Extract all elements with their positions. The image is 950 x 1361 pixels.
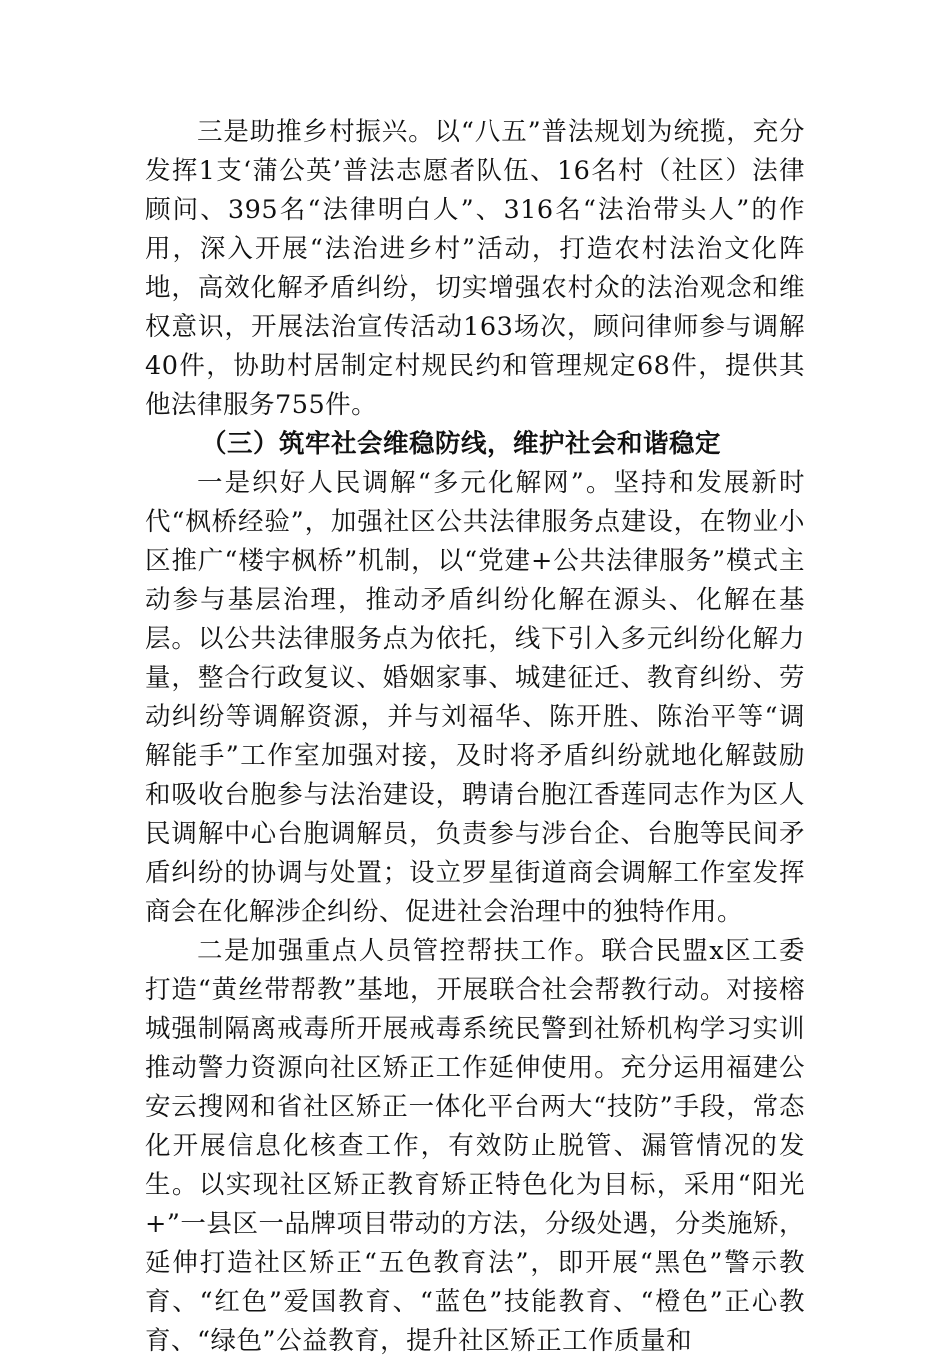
paragraph-rural-revitalization: 三是助推乡村振兴。以“八五”普法规划为统揽，充分发挥1支‘蒲公英’普法志愿者队伍、16名村（社区）法律顾问、395名“法律明白人”、316名“法治带头人”的作用，深入开展“法治进乡村”活动，打造农村法治文化阵地，高效化解矛盾纠纷，切实增强农村众的法治观念和维权意识，开展法治宣传活动163场次，顾问律师参与调解40件，协助村居制定村规民约和管理规定68件，提供其他法律服务755件。 bbox=[145, 117, 805, 420]
paragraph-mediation-network: 一是织好人民调解“多元化解网”。坚持和发展新时代“枫桥经验”，加强社区公共法律服务点建设，在物业小区推广“楼宇枫桥”机制，以“党建+公共法律服务”模式主动参与基层治理，推动矛盾纠纷化解在源头、化解在基层。以公共法律服务点为依托，线下引入多元纠纷化解力量，整合行政复议、婚姻家事、城建征迁、教育纠纷、劳动纠纷等调解资源，并与刘福华、陈开胜、陈治平等“调解能手”工作室加强对接，及时将矛盾纠纷就地化解鼓励和吸收台胞参与法治建设，聘请台胞江香莲同志作为区人民调解中心台胞调解员，负责参与涉台企、台胞等民间矛盾纠纷的协调与处置；设立罗星街道商会调解工作室发挥商会在化解涉企纠纷、促进社会治理中的独特作用。 bbox=[145, 468, 805, 927]
section-heading-stability: （三）筑牢社会维稳防线，维护社会和谐稳定 bbox=[201, 429, 722, 459]
paragraph-key-personnel: 二是加强重点人员管控帮扶工作。联合民盟x区工委打造“黄丝带帮教”基地，开展联合社会帮教行动。对接榕城强制隔离戒毒所开展戒毒系统民警到社矫机构学习实训推动警力资源向社区矫正工作延伸使用。充分运用福建公安云搜网和省社区矫正一体化平台两大“技防”手段，常态化开展信息化核查工作，有效防止脱管、漏管情况的发生。以实现社区矫正教育矫正特色化为目标，采用“阳光+”一县区一品牌项目带动的方法，分级处遇，分类施矫，延伸打造社区矫正“五色教育法”，即开展“黑色”警示教育、“红色”爱国教育、“蓝色”技能教育、“橙色”正心教育、“绿色”公益教育，提升社区矫正工作质量和 bbox=[145, 936, 805, 1356]
document-body bbox=[145, 113, 805, 1361]
